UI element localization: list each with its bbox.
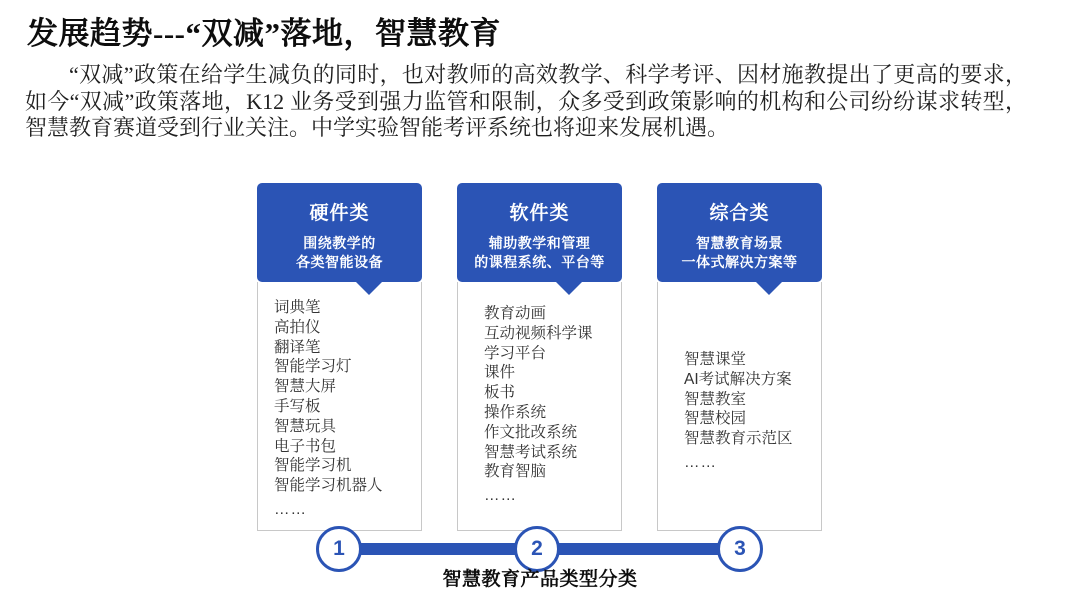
card-title: 综合类 xyxy=(709,203,770,224)
category-card-comprehensive xyxy=(657,183,822,531)
list-item: 智慧课堂 xyxy=(684,351,747,368)
header-pointer-icon xyxy=(755,281,783,295)
header-pointer-icon xyxy=(555,281,583,295)
card-item-list xyxy=(457,282,622,531)
list-item: 操作系统 xyxy=(484,403,547,421)
card-subtitle xyxy=(457,234,622,272)
list-item: 词典笔 xyxy=(274,299,321,316)
diagram-caption: 智慧教育产品类型分类 xyxy=(442,569,638,590)
card-header xyxy=(657,183,822,282)
category-cards xyxy=(257,183,822,531)
list-item: 学习平台 xyxy=(484,344,547,362)
list-item: 智慧玩具 xyxy=(274,417,337,435)
card-subtitle-line: 的课程系统、平台等 xyxy=(474,254,605,270)
card-header xyxy=(257,183,422,282)
card-subtitle xyxy=(657,234,822,272)
intro-paragraph: “双减”政策在给学生减负的同时，也对教师的高效教学、科学考评、因材施教提出了更高的要求，如今“双减”政策落地，K12 业务受到强力监管和限制，众多受到政策影响的机构和公司纷纷谋求转型，智慧教育赛道受到行业关注。中学实验智能考评系统也将迎来发展机遇。 xyxy=(25,62,1027,140)
category-card-software xyxy=(457,183,622,531)
card-subtitle-line: 智慧教育场景 xyxy=(696,235,783,251)
ellipsis-text: …… xyxy=(484,487,517,505)
list-item: 智慧教室 xyxy=(684,390,747,408)
card-subtitle-line: 围绕教学的 xyxy=(303,235,376,251)
list-item: 智能学习机 xyxy=(274,457,352,475)
list-item: 智慧校园 xyxy=(684,410,747,428)
ellipsis-text: …… xyxy=(274,500,307,518)
list-item: 智慧考试系统 xyxy=(484,443,578,461)
slide-title: 发展趋势---“双减”落地，智慧教育 xyxy=(27,16,501,51)
list-item: 互动视频科学课 xyxy=(484,324,593,342)
card-header xyxy=(457,183,622,282)
timeline-step-3: 3 xyxy=(717,526,763,572)
card-subtitle-line: 辅助教学和管理 xyxy=(488,235,591,251)
list-item: 翻译笔 xyxy=(274,338,321,356)
list-item: 高拍仪 xyxy=(274,318,321,336)
list-item: 电子书包 xyxy=(274,437,337,455)
list-item: 智慧大屏 xyxy=(274,378,337,396)
card-subtitle-line: 一体式解决方案等 xyxy=(681,254,798,270)
list-item: 智能学习灯 xyxy=(274,358,352,376)
list-item: 教育智脑 xyxy=(484,463,547,481)
list-item: 教育动画 xyxy=(484,305,547,322)
list-item: 手写板 xyxy=(274,397,321,415)
card-item-list xyxy=(257,282,422,531)
ellipsis-text: …… xyxy=(684,453,717,471)
card-subtitle-line: 各类智能设备 xyxy=(296,254,383,270)
timeline-step-1: 1 xyxy=(316,526,362,572)
card-title: 硬件类 xyxy=(309,203,370,224)
card-subtitle xyxy=(257,234,422,272)
list-item: 智慧教育示范区 xyxy=(684,430,793,448)
header-pointer-icon xyxy=(355,281,383,295)
list-item: 课件 xyxy=(484,364,516,382)
category-card-hardware xyxy=(257,183,422,531)
card-title: 软件类 xyxy=(509,203,570,224)
list-item: 板书 xyxy=(484,384,516,402)
list-item: AI考试解决方案 xyxy=(684,370,792,388)
list-item: 智能学习机器人 xyxy=(274,477,383,495)
timeline-step-2: 2 xyxy=(514,526,560,572)
list-item: 作文批改系统 xyxy=(484,423,578,441)
card-item-list xyxy=(657,282,822,531)
